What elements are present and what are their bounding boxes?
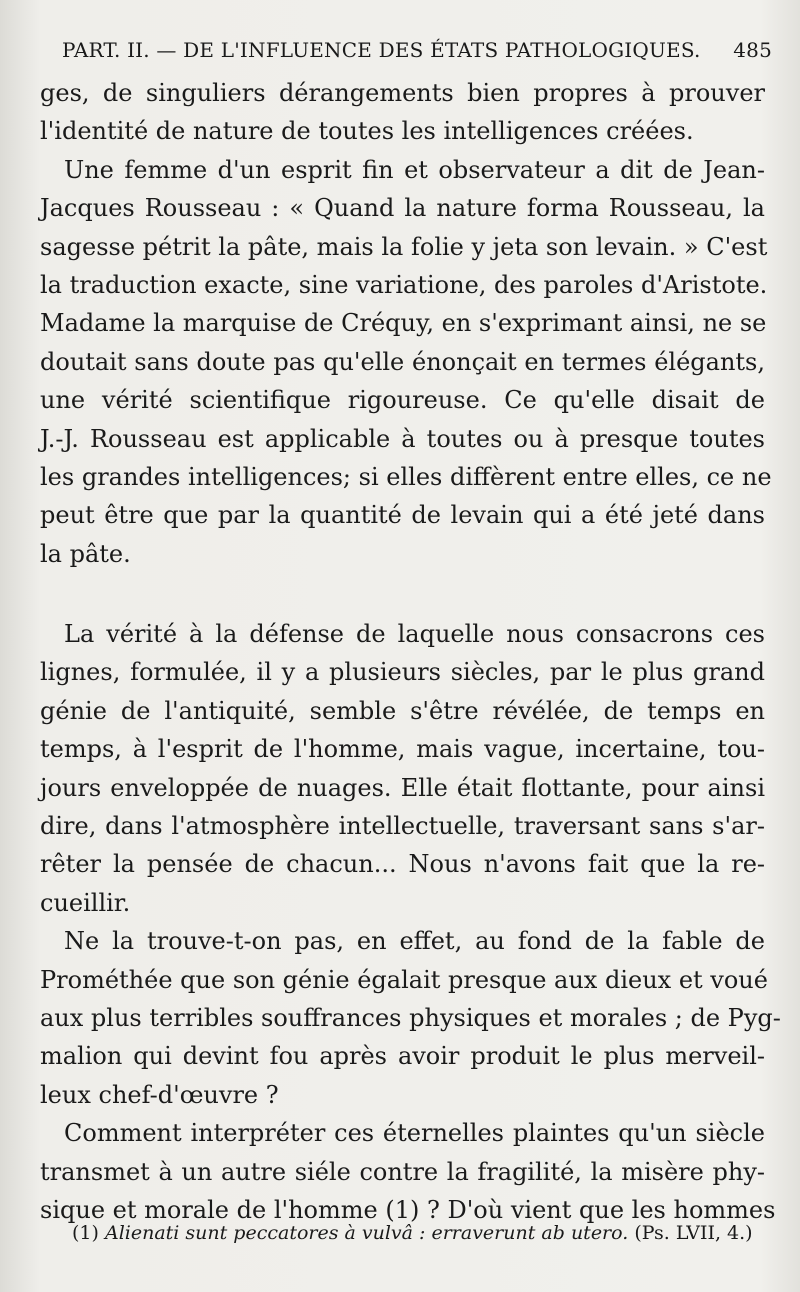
paragraph-gap [40, 573, 765, 615]
text-segment: la traduction exacte, sine variatione, des paroles d'Aristote. [40, 270, 768, 299]
text-line: cueillir. [40, 888, 131, 917]
text-line: malion qui devint fou après avoir produit le plus merveil- [40, 1042, 765, 1071]
text-line: rêter la pensée de chacun... Nous n'avons fait que la re- [40, 850, 765, 879]
text-line: sique et morale de l'homme (1) ? D'où vient que les hommes [40, 1195, 776, 1224]
footnote-text: Alienati sunt peccatores à vulvâ : erraverunt ab utero. [104, 1222, 629, 1244]
footnote [72, 1222, 767, 1244]
text-line: Ne la trouve-t-on pas, en effet, au fond de la fable de [64, 927, 765, 956]
text-line: ges, de singuliers dérangements bien propres à prouver [40, 79, 765, 107]
page-body [40, 74, 781, 1229]
text-line: Une femme d'un esprit fin et observateur a dit de Jean- [64, 155, 765, 184]
footnote-marker: (1) [72, 1222, 99, 1244]
text-line: doutait sans doute pas qu'elle énonçait en termes élégants, [40, 347, 765, 376]
text-line: aux plus terribles souffrances physiques et morales ; de Pyg- [40, 1003, 781, 1032]
header-title: PART. II. — DE L'INFLUENCE DES ÉTATS PATHOLOGIQUES. [62, 38, 701, 62]
text-line: La vérité à la défense de laquelle nous consacrons ces [64, 620, 765, 649]
text-line: transmet à un autre siéle contre la fragilité, la misère phy- [40, 1157, 765, 1186]
text-line: Comment interpréter ces éternelles plaintes qu'un siècle [64, 1119, 765, 1148]
text-line: la pâte. [40, 539, 131, 568]
text-line: Jacques Rousseau : « Quand la nature forma Rousseau, la [40, 194, 765, 223]
text-line: jours enveloppée de nuages. Elle était flottante, pour ainsi [40, 773, 765, 802]
text-line [40, 266, 768, 304]
text-line: sagesse pétrit la pâte, mais la folie y jeta son levain. » C'est [40, 232, 768, 261]
text-line: dire, dans l'atmosphère intellectuelle, traversant sans s'ar- [40, 812, 765, 841]
text-line: Madame la marquise de Créquy, en s'exprimant ainsi, ne se [40, 309, 767, 338]
text-line: temps, à l'esprit de l'homme, mais vague, incertaine, tou- [40, 735, 765, 764]
footnote-reference: (Ps. LVII, 4.) [634, 1222, 753, 1244]
text-line: Prométhée que son génie égalait presque aux dieux et voué [40, 965, 768, 994]
text-line: leux chef-d'œuvre ? [40, 1080, 279, 1109]
page-number: 485 [733, 38, 772, 62]
text-line: peut être que par la quantité de levain qui a été jeté dans [40, 501, 765, 530]
text-line: lignes, formulée, il y a plusieurs siècles, par le plus grand [40, 658, 765, 687]
text-line: J.-J. Rousseau est applicable à toutes ou à presque toutes [40, 424, 765, 453]
text-line: génie de l'antiquité, semble s'être révélée, de temps en [40, 696, 765, 725]
text-line: l'identité de nature de toutes les intelligences créées. [40, 117, 694, 146]
running-header [62, 38, 772, 62]
text-line: les grandes intelligences; si elles diffèrent entre elles, ce ne [40, 462, 772, 491]
text-line: une vérité scientifique rigoureuse. Ce qu'elle disait de [40, 386, 765, 415]
